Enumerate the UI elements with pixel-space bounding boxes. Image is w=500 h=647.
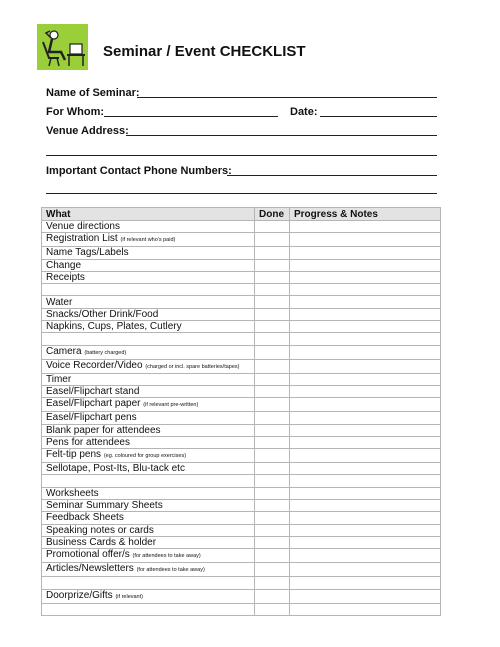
item-cell	[42, 549, 255, 563]
progress-notes-cell[interactable]	[290, 259, 441, 271]
table-row	[42, 424, 441, 436]
done-cell[interactable]	[255, 259, 290, 271]
done-cell[interactable]	[255, 321, 290, 333]
item-label: Articles/Newsletters	[46, 563, 134, 575]
item-label: Sellotape, Post-Its, Blu-tack etc	[46, 463, 185, 475]
done-cell[interactable]	[255, 333, 290, 345]
progress-notes-cell[interactable]	[290, 603, 441, 615]
item-note: (if relevant)	[115, 593, 143, 600]
done-cell[interactable]	[255, 524, 290, 536]
item-cell	[42, 271, 255, 283]
progress-notes-cell[interactable]	[290, 373, 441, 385]
seminar-name-line[interactable]	[137, 97, 437, 98]
item-label: Doorprize/Gifts	[46, 589, 113, 601]
contact-numbers-line-2[interactable]	[46, 193, 437, 194]
progress-notes-cell[interactable]	[290, 321, 441, 333]
done-cell[interactable]	[255, 536, 290, 548]
progress-notes-cell[interactable]	[290, 284, 441, 296]
table-row	[42, 563, 441, 577]
table-row	[42, 321, 441, 333]
date-line[interactable]	[320, 116, 437, 117]
item-label: Voice Recorder/Video	[46, 359, 143, 371]
done-cell[interactable]	[255, 449, 290, 463]
table-row	[42, 436, 441, 448]
progress-notes-cell[interactable]	[290, 487, 441, 499]
progress-notes-cell[interactable]	[290, 512, 441, 524]
item-cell	[42, 233, 255, 247]
item-cell	[42, 296, 255, 308]
item-note: (charged or incl. spare batteries/tapes)	[145, 363, 240, 370]
person-at-desk-icon	[37, 24, 88, 70]
item-note: (battery charged)	[84, 349, 127, 356]
item-label: Easel/Flipchart pens	[46, 412, 137, 424]
table-row	[42, 475, 441, 487]
table-row	[42, 524, 441, 536]
progress-notes-cell[interactable]	[290, 449, 441, 463]
item-cell	[42, 385, 255, 397]
done-cell[interactable]	[255, 233, 290, 247]
item-note: (if relevant who's paid)	[120, 237, 176, 244]
item-cell	[42, 512, 255, 524]
item-cell	[42, 475, 255, 487]
table-row	[42, 512, 441, 524]
table-row	[42, 412, 441, 424]
done-cell[interactable]	[255, 296, 290, 308]
item-cell	[42, 412, 255, 424]
column-header-what: What	[42, 208, 255, 221]
item-label: Easel/Flipchart paper	[46, 398, 141, 410]
for-whom-label: For Whom:	[46, 106, 105, 118]
progress-notes-cell[interactable]	[290, 589, 441, 603]
progress-notes-cell[interactable]	[290, 221, 441, 233]
item-cell	[42, 563, 255, 577]
done-cell[interactable]	[255, 475, 290, 487]
venue-address-line-2[interactable]	[46, 155, 437, 156]
table-row	[42, 359, 441, 373]
done-cell[interactable]	[255, 373, 290, 385]
item-label: Camera	[46, 345, 82, 357]
item-cell	[42, 284, 255, 296]
item-label: Water	[46, 296, 73, 308]
table-row	[42, 333, 441, 345]
progress-notes-cell[interactable]	[290, 424, 441, 436]
item-label: Venue directions	[46, 221, 120, 233]
progress-notes-cell[interactable]	[290, 436, 441, 448]
progress-notes-cell[interactable]	[290, 500, 441, 512]
item-cell	[42, 398, 255, 412]
column-header-done: Done	[255, 208, 290, 221]
item-cell	[42, 259, 255, 271]
table-row	[42, 284, 441, 296]
table-row	[42, 259, 441, 271]
item-note: (eg. coloured for group exercises)	[103, 453, 187, 460]
item-cell	[42, 487, 255, 499]
progress-notes-cell[interactable]	[290, 345, 441, 359]
done-cell[interactable]	[255, 487, 290, 499]
item-label: Pens for attendees	[46, 437, 130, 448]
column-header-progress-notes: Progress & Notes	[290, 208, 441, 221]
item-label: Blank paper for attendees	[46, 424, 161, 436]
item-cell	[42, 333, 255, 345]
item-note: (for attendees to take away)	[132, 553, 201, 560]
table-row	[42, 233, 441, 247]
progress-notes-cell[interactable]	[290, 563, 441, 577]
progress-notes-cell[interactable]	[290, 536, 441, 548]
done-cell[interactable]	[255, 271, 290, 283]
table-row	[42, 308, 441, 320]
item-cell	[42, 536, 255, 548]
table-row	[42, 373, 441, 385]
table-row	[42, 345, 441, 359]
item-cell	[42, 449, 255, 463]
item-label: Change	[46, 259, 82, 271]
item-label: Promotional offer/s	[46, 549, 130, 561]
item-cell	[42, 373, 255, 385]
progress-notes-cell[interactable]	[290, 233, 441, 247]
item-cell	[42, 524, 255, 536]
item-label: Receipts	[46, 272, 85, 284]
item-cell	[42, 321, 255, 333]
venue-address-line[interactable]	[126, 135, 437, 136]
item-label: Felt-tip pens	[46, 449, 102, 461]
item-label: Registration List	[46, 233, 118, 245]
done-cell[interactable]	[255, 577, 290, 589]
item-cell	[42, 436, 255, 448]
table-row	[42, 271, 441, 283]
item-label: Feedback Sheets	[46, 512, 124, 524]
item-label: Name Tags/Labels	[46, 247, 129, 259]
table-row	[42, 398, 441, 412]
date-label: Date:	[290, 106, 318, 118]
item-label: Timer	[46, 373, 72, 385]
item-label: Worksheets	[46, 487, 99, 499]
progress-notes-cell[interactable]	[290, 385, 441, 397]
done-cell[interactable]	[255, 424, 290, 436]
done-cell[interactable]	[255, 412, 290, 424]
progress-notes-cell[interactable]	[290, 398, 441, 412]
done-cell[interactable]	[255, 512, 290, 524]
item-cell	[42, 463, 255, 475]
seminar-name-label: Name of Seminar:	[46, 87, 140, 99]
table-header-row	[42, 208, 441, 221]
progress-notes-cell[interactable]	[290, 333, 441, 345]
item-cell	[42, 359, 255, 373]
done-cell[interactable]	[255, 247, 290, 259]
item-cell	[42, 424, 255, 436]
contact-numbers-label: Important Contact Phone Numbers:	[46, 165, 232, 177]
item-cell	[42, 500, 255, 512]
checklist-table	[41, 207, 441, 616]
table-row	[42, 385, 441, 397]
item-cell	[42, 308, 255, 320]
progress-notes-cell[interactable]	[290, 524, 441, 536]
item-cell	[42, 577, 255, 589]
done-cell[interactable]	[255, 308, 290, 320]
done-cell[interactable]	[255, 385, 290, 397]
item-label: Napkins, Cups, Plates, Cutlery	[46, 321, 182, 333]
progress-notes-cell[interactable]	[290, 247, 441, 259]
table-row	[42, 577, 441, 589]
contact-numbers-line[interactable]	[227, 175, 437, 176]
item-label: Speaking notes or cards	[46, 524, 154, 536]
progress-notes-cell[interactable]	[290, 549, 441, 563]
table-row	[42, 603, 441, 615]
venue-address-label: Venue Address:	[46, 125, 129, 137]
done-cell[interactable]	[255, 359, 290, 373]
progress-notes-cell[interactable]	[290, 308, 441, 320]
table-row	[42, 296, 441, 308]
progress-notes-cell[interactable]	[290, 271, 441, 283]
table-row	[42, 463, 441, 475]
progress-notes-cell[interactable]	[290, 296, 441, 308]
table-row	[42, 221, 441, 233]
item-label: Snacks/Other Drink/Food	[46, 308, 159, 320]
progress-notes-cell[interactable]	[290, 475, 441, 487]
page-title: Seminar / Event CHECKLIST	[103, 43, 306, 60]
item-cell	[42, 247, 255, 259]
done-cell[interactable]	[255, 436, 290, 448]
done-cell[interactable]	[255, 398, 290, 412]
item-cell	[42, 603, 255, 615]
done-cell[interactable]	[255, 603, 290, 615]
table-row	[42, 589, 441, 603]
progress-notes-cell[interactable]	[290, 463, 441, 475]
item-note: (for attendees to take away)	[136, 567, 205, 574]
item-cell	[42, 589, 255, 603]
table-row	[42, 247, 441, 259]
progress-notes-cell[interactable]	[290, 412, 441, 424]
item-cell	[42, 221, 255, 233]
table-row	[42, 487, 441, 499]
item-label: Easel/Flipchart stand	[46, 386, 140, 398]
done-cell[interactable]	[255, 549, 290, 563]
item-label: Seminar Summary Sheets	[46, 500, 163, 512]
done-cell[interactable]	[255, 500, 290, 512]
done-cell[interactable]	[255, 563, 290, 577]
item-note: (if relevant pre-written)	[143, 402, 199, 409]
progress-notes-cell[interactable]	[290, 359, 441, 373]
done-cell[interactable]	[255, 221, 290, 233]
table-row	[42, 500, 441, 512]
done-cell[interactable]	[255, 284, 290, 296]
done-cell[interactable]	[255, 345, 290, 359]
done-cell[interactable]	[255, 463, 290, 475]
item-label: Business Cards & holder	[46, 537, 157, 549]
done-cell[interactable]	[255, 589, 290, 603]
progress-notes-cell[interactable]	[290, 577, 441, 589]
table-row	[42, 536, 441, 548]
for-whom-line[interactable]	[104, 116, 278, 117]
table-row	[42, 549, 441, 563]
item-cell	[42, 345, 255, 359]
table-row	[42, 449, 441, 463]
